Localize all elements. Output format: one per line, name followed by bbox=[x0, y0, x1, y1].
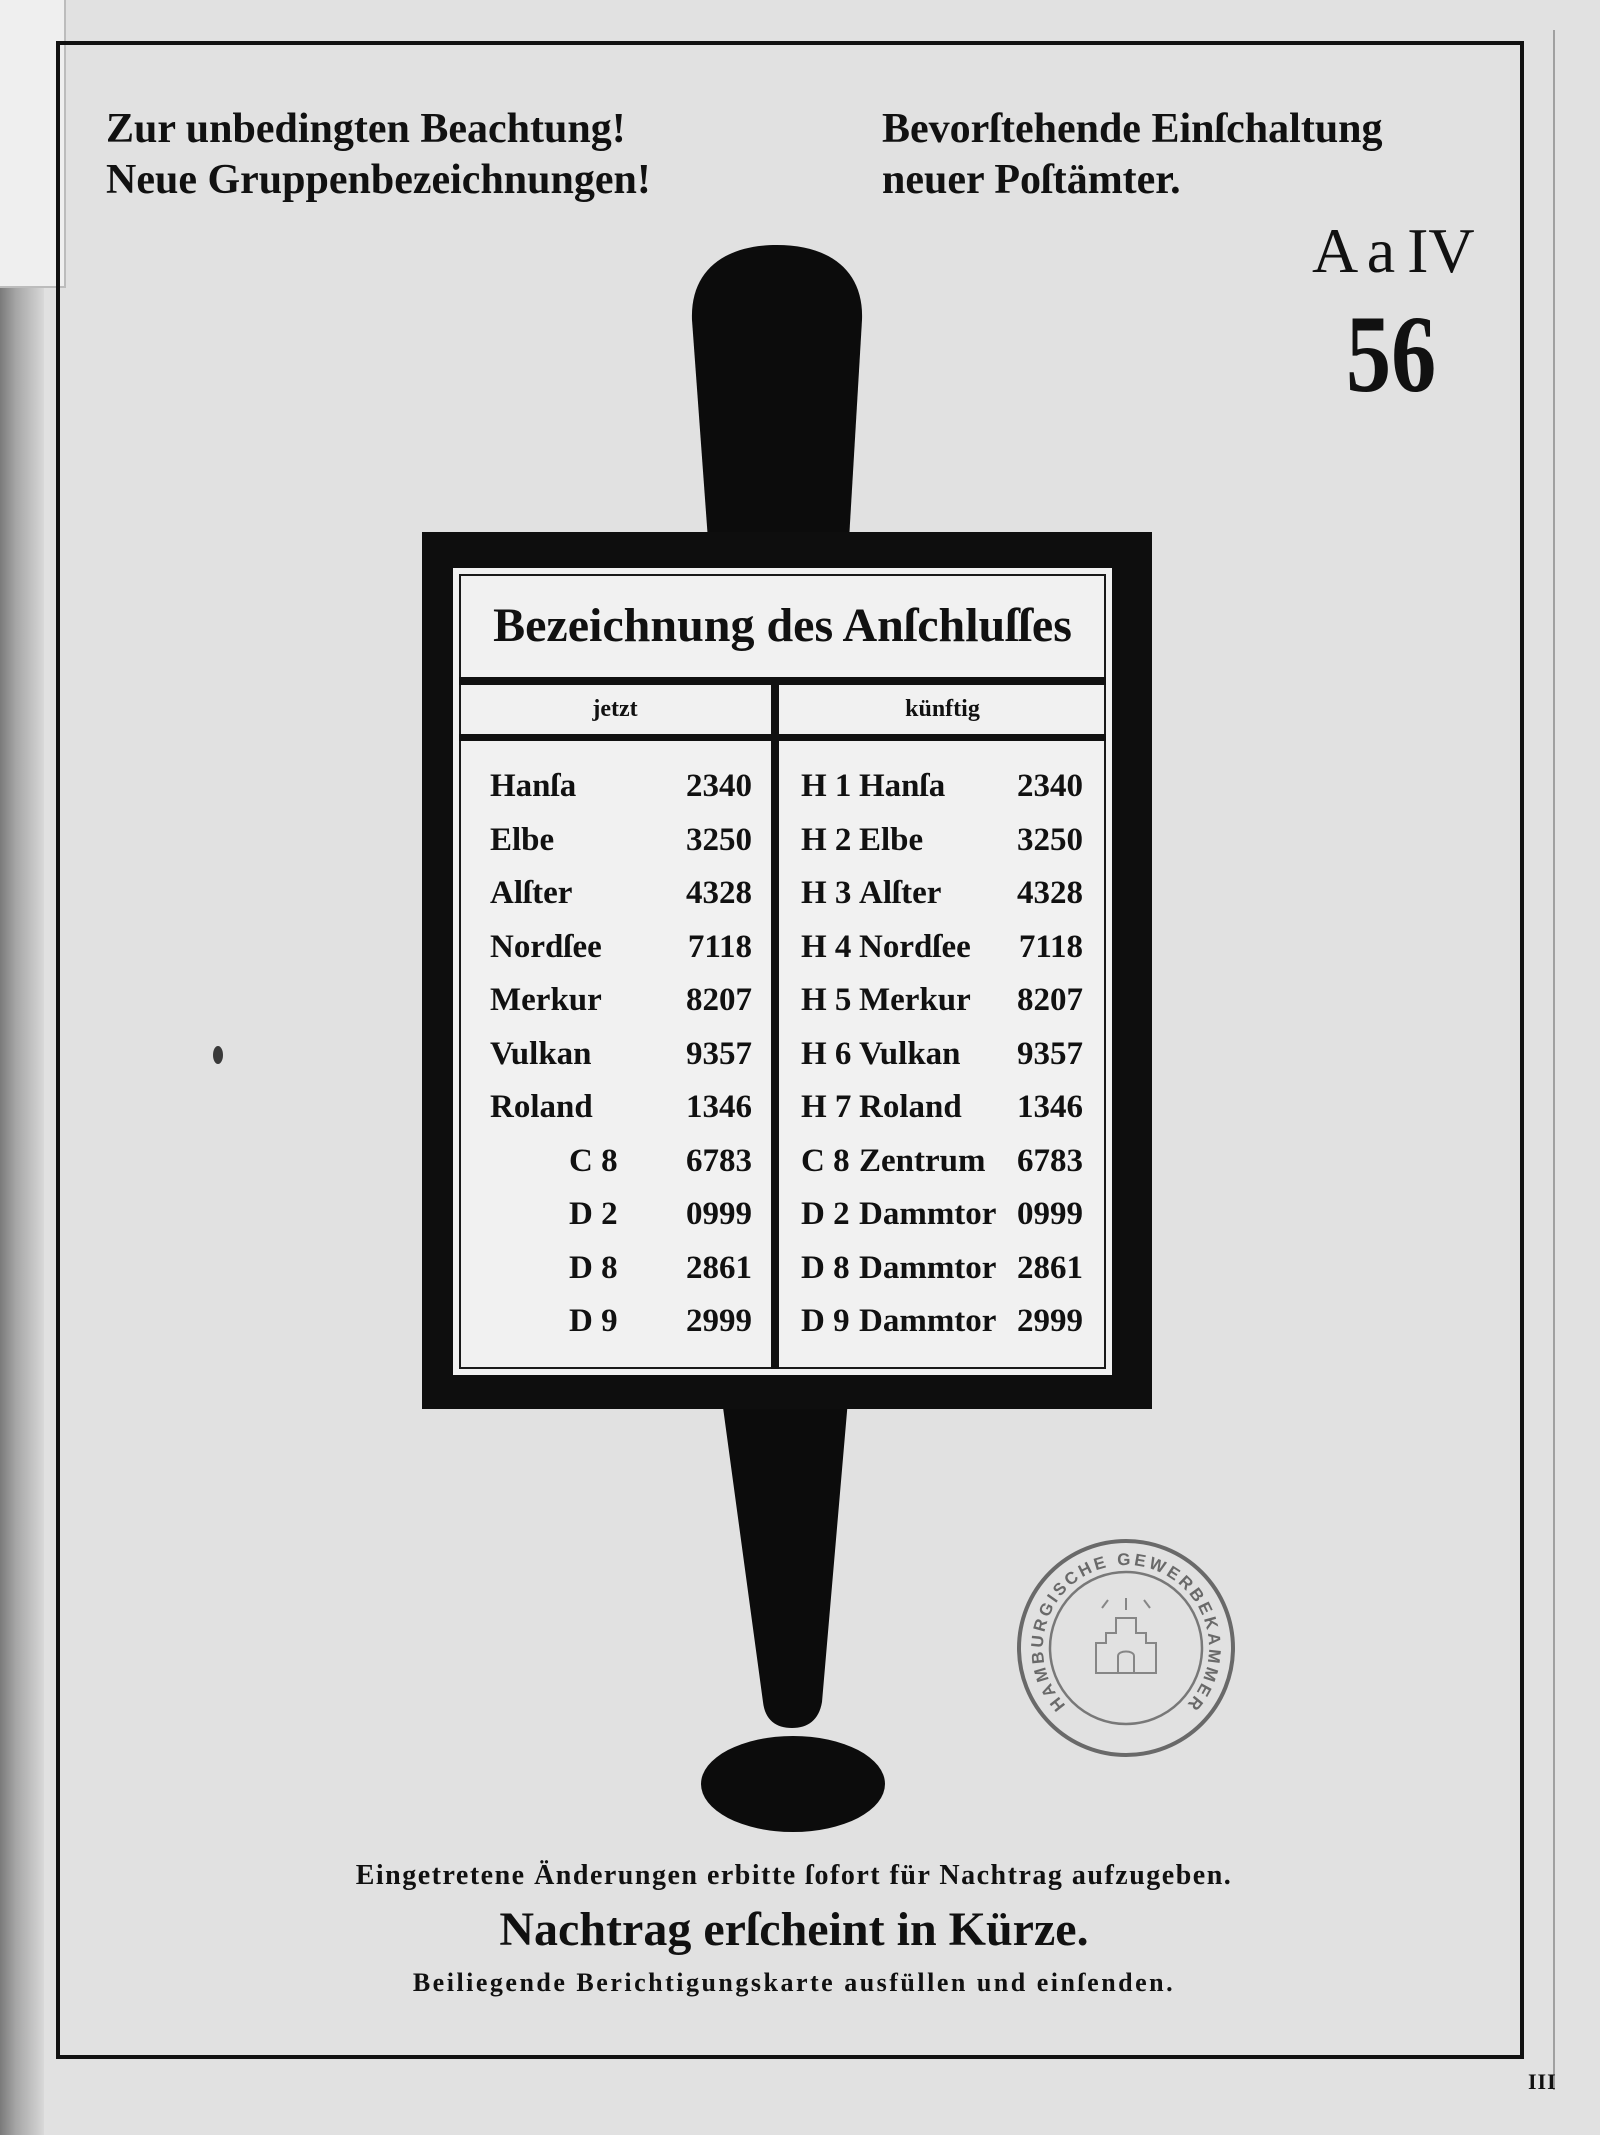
ink-spot bbox=[213, 1046, 223, 1064]
current-name: Elbe bbox=[490, 821, 555, 858]
column-header-current: jetzt bbox=[592, 696, 638, 722]
footer-notice-changes: Eingetretene Änderungen erbitte ſofort für Nachtrag aufzugeben. bbox=[355, 1860, 1233, 1891]
future-code: H 5 bbox=[801, 982, 852, 1018]
hamburg-arms-icon bbox=[1096, 1598, 1156, 1673]
future-code: C 8 bbox=[801, 1142, 850, 1179]
volume-number: 56 bbox=[1346, 293, 1437, 415]
future-number: 3250 bbox=[1017, 821, 1083, 858]
connection-table bbox=[453, 568, 1112, 1375]
future-name: Elbe bbox=[859, 821, 924, 858]
footer-notice-supplement: Nachtrag erſcheint in Kürze. bbox=[499, 1903, 1089, 1956]
stamp-inner-ring bbox=[1050, 1572, 1202, 1724]
table-row bbox=[453, 1135, 1112, 1189]
future-number: 1346 bbox=[1017, 1089, 1083, 1125]
future-number: 0999 bbox=[1017, 1196, 1083, 1232]
footer-notice-correction-card: Beiliegende Berichtigungskarte ausfüllen und einſenden. bbox=[412, 1968, 1176, 1997]
future-code: H 4 bbox=[801, 928, 852, 965]
future-code: D 2 bbox=[801, 1196, 850, 1232]
shelf-mark: A a IV bbox=[1312, 215, 1475, 286]
current-number: 6783 bbox=[686, 1142, 752, 1179]
exclamation-stem-top bbox=[692, 245, 862, 540]
table-row bbox=[453, 1188, 1112, 1242]
table-body bbox=[453, 760, 1112, 1349]
future-number: 2861 bbox=[1017, 1249, 1083, 1286]
current-number: 2340 bbox=[686, 768, 752, 804]
future-number: 6783 bbox=[1017, 1142, 1083, 1179]
current-number: 1346 bbox=[686, 1089, 752, 1125]
future-code: H 7 bbox=[801, 1089, 852, 1125]
future-number: 4328 bbox=[1017, 875, 1083, 911]
exclamation-stem-bottom bbox=[722, 1400, 848, 1728]
future-number: 7118 bbox=[1018, 928, 1083, 965]
notice-right-line-1: Bevorſtehende Einſchaltung bbox=[882, 106, 1383, 152]
future-code: H 1 bbox=[801, 768, 852, 804]
future-code: H 6 bbox=[801, 1035, 852, 1072]
current-number: 4328 bbox=[686, 875, 752, 911]
notice-right-line-2: neuer Poſtämter. bbox=[882, 157, 1181, 203]
table-row bbox=[453, 1028, 1112, 1082]
table-row bbox=[453, 1242, 1112, 1296]
current-code: C 8 bbox=[569, 1142, 618, 1179]
future-number: 2340 bbox=[1017, 768, 1083, 804]
future-name: Dammtor bbox=[859, 1303, 997, 1339]
title-rule bbox=[459, 677, 1106, 685]
current-code: D 8 bbox=[569, 1249, 618, 1286]
future-code: D 9 bbox=[801, 1303, 850, 1339]
stamp-text: HAMBURGISCHE GEWERBEKAMMER bbox=[1027, 1549, 1225, 1717]
current-name: Alſter bbox=[490, 875, 573, 911]
current-name: Roland bbox=[490, 1089, 593, 1125]
future-code: H 3 bbox=[801, 875, 852, 911]
future-code: H 2 bbox=[801, 821, 852, 858]
current-number: 8207 bbox=[686, 982, 752, 1018]
table-row bbox=[453, 814, 1112, 868]
future-name: Hanſa bbox=[859, 768, 946, 804]
current-name: Vulkan bbox=[490, 1035, 592, 1072]
current-number: 2999 bbox=[686, 1303, 752, 1339]
current-number: 2861 bbox=[686, 1249, 752, 1286]
current-code: D 9 bbox=[569, 1303, 618, 1339]
current-name: Merkur bbox=[490, 982, 602, 1018]
page-number: III bbox=[1528, 2069, 1557, 2094]
column-header-future: künftig bbox=[905, 696, 980, 722]
current-code: D 2 bbox=[569, 1196, 618, 1232]
future-number: 8207 bbox=[1017, 982, 1083, 1018]
table-row bbox=[453, 921, 1112, 975]
table-row bbox=[453, 867, 1112, 921]
connection-table-frame bbox=[422, 532, 1152, 1409]
table-row bbox=[453, 1081, 1112, 1135]
notice-left-line-1: Zur unbedingten Beachtung! bbox=[106, 106, 626, 152]
table-row bbox=[453, 974, 1112, 1028]
future-name: Merkur bbox=[859, 982, 971, 1018]
future-name: Nordſee bbox=[859, 928, 971, 965]
future-name: Vulkan bbox=[859, 1035, 961, 1072]
table-row bbox=[453, 760, 1112, 814]
current-name: Hanſa bbox=[490, 768, 577, 804]
future-name: Dammtor bbox=[859, 1249, 997, 1286]
current-number: 0999 bbox=[686, 1196, 752, 1232]
future-name: Alſter bbox=[859, 875, 942, 911]
exclamation-dot bbox=[701, 1736, 885, 1832]
future-name: Dammtor bbox=[859, 1196, 997, 1232]
notice-left-line-2: Neue Gruppenbezeichnungen! bbox=[106, 157, 651, 203]
current-number: 3250 bbox=[686, 821, 752, 858]
future-number: 2999 bbox=[1017, 1303, 1083, 1339]
future-name: Roland bbox=[859, 1089, 962, 1125]
current-number: 9357 bbox=[686, 1035, 752, 1072]
table-row bbox=[453, 1295, 1112, 1349]
current-number: 7118 bbox=[687, 928, 752, 965]
future-number: 9357 bbox=[1017, 1035, 1083, 1072]
future-name: Zentrum bbox=[859, 1142, 986, 1179]
stamp-text-group bbox=[1028, 1550, 1225, 1716]
table-title: Bezeichnung des Anſchluſſes bbox=[493, 599, 1072, 652]
header-rule bbox=[459, 734, 1106, 741]
chamber-stamp bbox=[1011, 1533, 1241, 1763]
future-code: D 8 bbox=[801, 1249, 850, 1286]
current-name: Nordſee bbox=[490, 928, 602, 965]
